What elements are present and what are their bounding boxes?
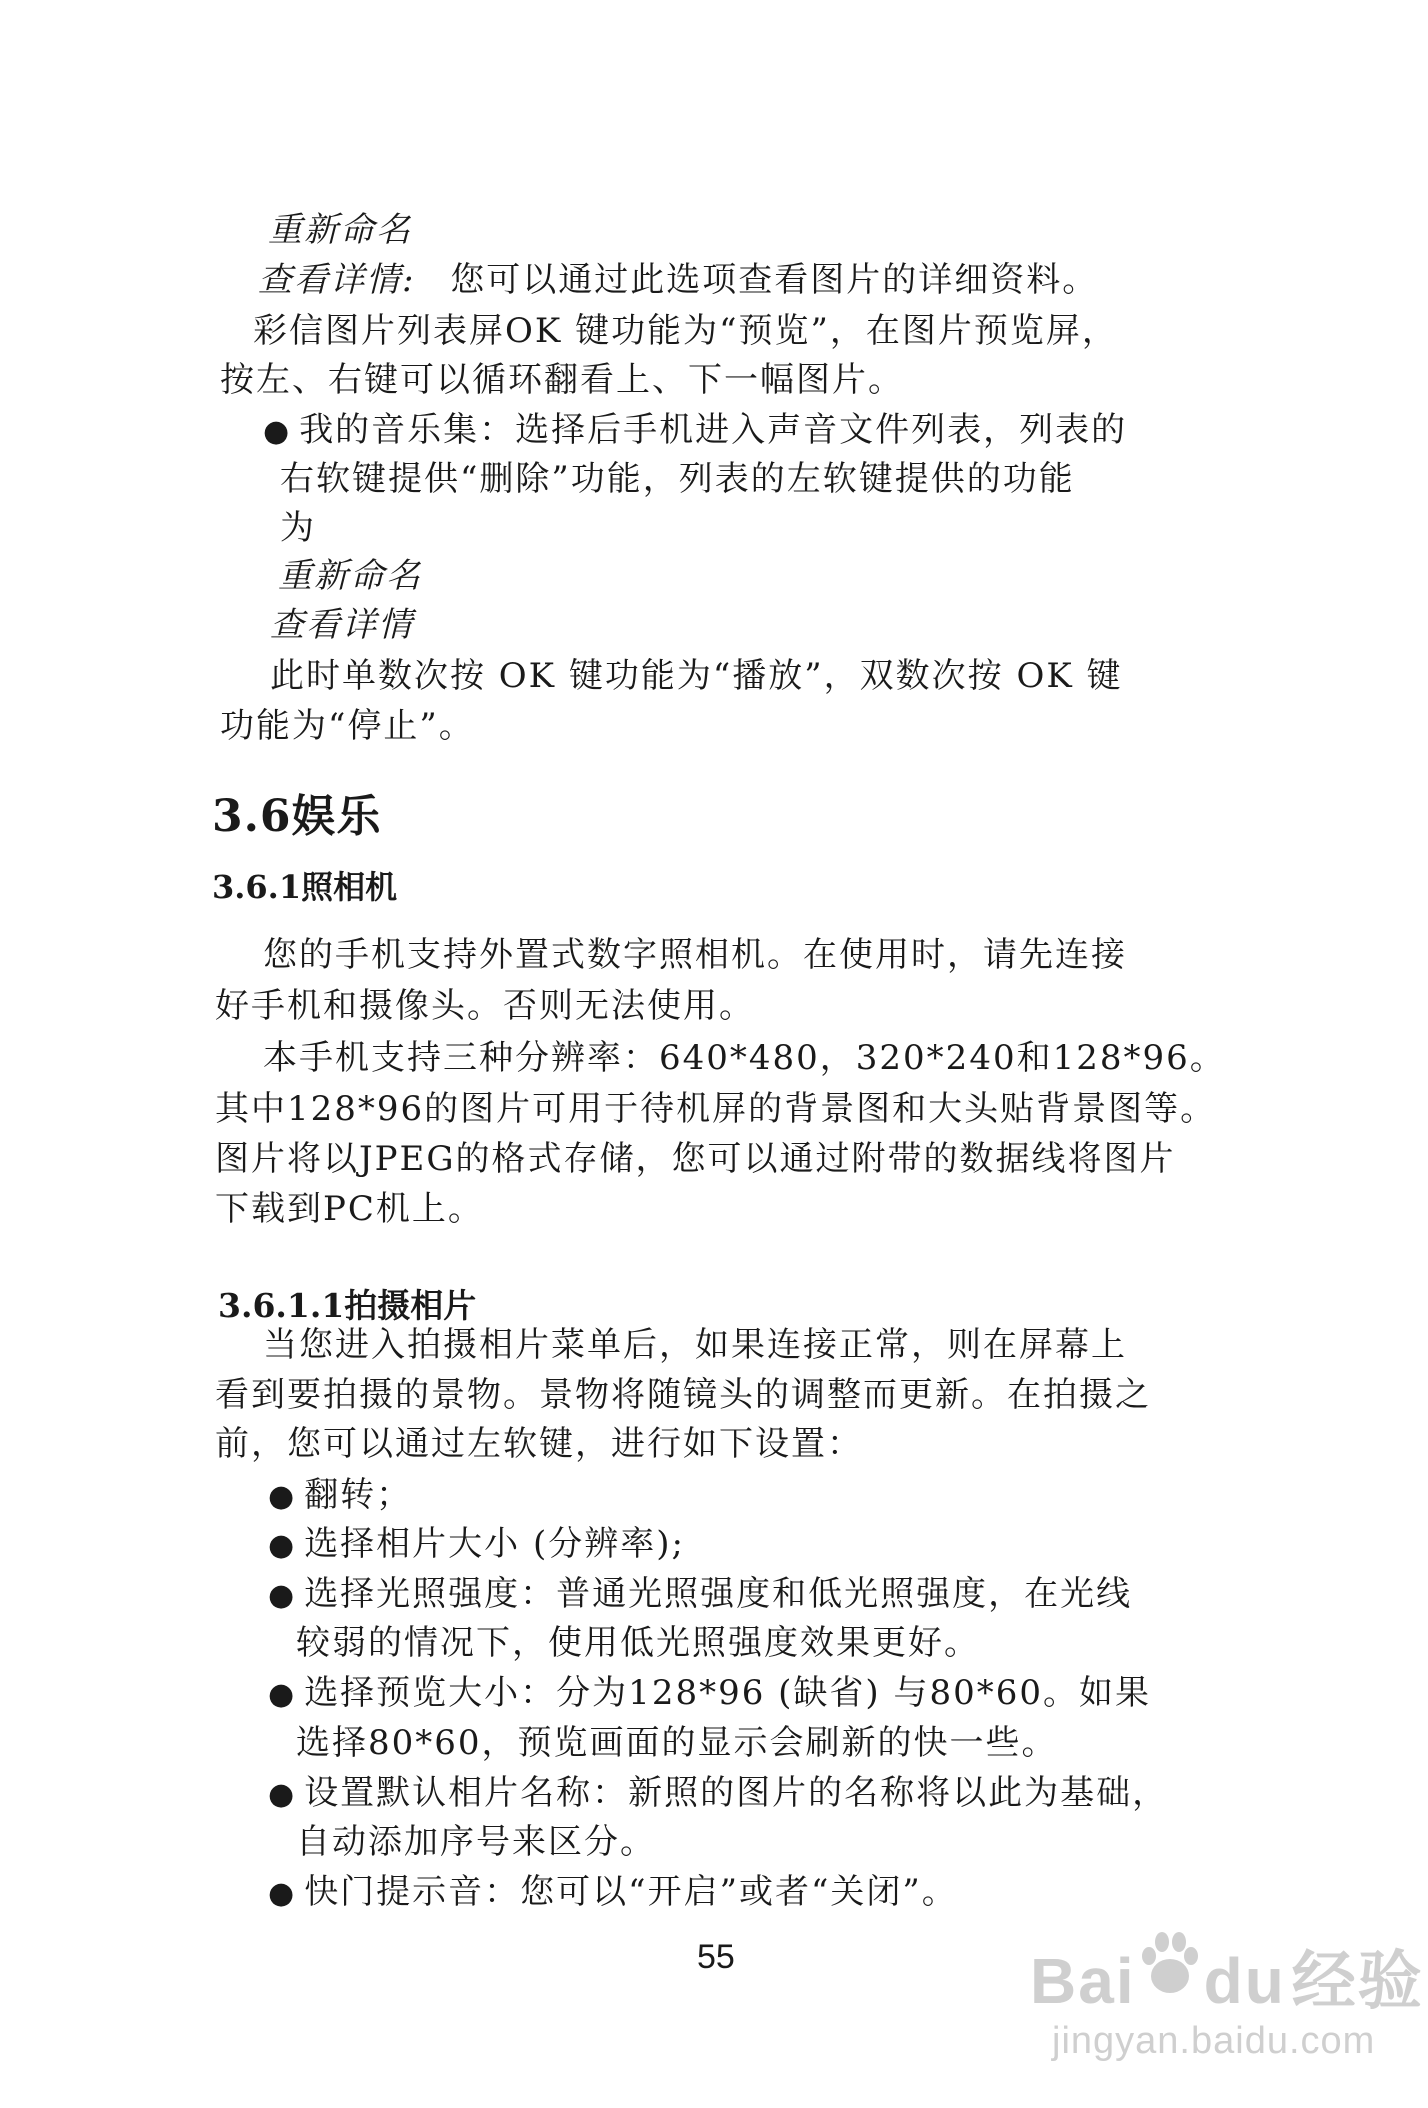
detail-option-text: 您可以通过此选项查看图片的详细资料。 — [450, 260, 1099, 300]
list-item — [268, 1472, 412, 1520]
option-light: 选择光照强度：普通光照强度和低光照强度，在光线 — [304, 1574, 1133, 1614]
camera-paragraph-1-line-2: 好手机和摄像头。否则无法使用。 — [215, 986, 755, 1026]
bullet-icon: ● — [268, 1777, 297, 1812]
bullet-icon: ● — [268, 1677, 297, 1712]
camera-paragraph-2-line-2: 其中128*96的图片可用于待机屏的背景图和大头贴背景图等。 — [215, 1089, 1217, 1129]
list-item — [268, 1670, 1151, 1718]
option-shutter: 快门提示音：您可以“开启”或者“关闭”。 — [304, 1872, 958, 1912]
music-detail-option: 查看详情 — [270, 605, 414, 645]
camera-paragraph-2-line-4: 下载到PC机上。 — [215, 1189, 484, 1229]
camera-heading: 3.6.1照相机 — [212, 868, 398, 906]
mms-paragraph-line-1: 彩信图片列表屏OK 键功能为“预览”，在图片预览屏， — [253, 311, 1118, 351]
music-line-2: 右软键提供“删除”功能，列表的左软键提供的功能 — [280, 459, 1075, 499]
music-ok-line-1: 此时单数次按 OK 键功能为“播放”，双数次按 OK 键 — [270, 656, 1123, 696]
music-bullet-text: 我的音乐集：选择后手机进入声音文件列表，列表的 — [299, 410, 1128, 450]
section-title: 3.6娱乐 — [212, 791, 382, 842]
bullet-icon: ● — [268, 1578, 297, 1613]
camera-paragraph-1-line-1: 您的手机支持外置式数字照相机。在使用时，请先连接 — [263, 935, 1127, 975]
option-preview-line-2: 选择80*60，预览画面的显示会刷新的快一些。 — [296, 1723, 1058, 1763]
photo-intro-line-2: 看到要拍摄的景物。景物将随镜头的调整而更新。在拍摄之 — [215, 1375, 1151, 1415]
bullet-icon: ● — [268, 1876, 297, 1911]
option-light-line-2: 较弱的情况下，使用低光照强度效果更好。 — [296, 1623, 980, 1663]
bullet-icon: ● — [268, 1528, 297, 1563]
option-preview: 选择预览大小：分为128*96 (缺省) 与80*60。如果 — [304, 1673, 1152, 1713]
list-item — [268, 1869, 958, 1917]
music-ok-line-2: 功能为“停止”。 — [220, 706, 475, 746]
camera-paragraph-2-line-1: 本手机支持三种分辨率：640*480，320*240和128*96。 — [263, 1038, 1226, 1078]
detail-option-line — [258, 257, 1098, 303]
music-bullet-line-1 — [263, 407, 1127, 455]
list-item — [268, 1770, 1168, 1818]
option-flip: 翻转； — [304, 1475, 413, 1515]
watermark-url: jingyan.baidu.com — [1052, 2020, 1376, 2062]
option-size: 选择相片大小 (分辨率); — [304, 1524, 685, 1564]
page-number: 55 — [697, 1938, 735, 1976]
photo-intro-line-3: 前，您可以通过左软键，进行如下设置： — [215, 1424, 863, 1464]
music-rename-option: 重新命名 — [278, 556, 422, 596]
watermark-brand-b: du — [1203, 1945, 1286, 2017]
detail-option-label: 查看详情: — [258, 260, 416, 300]
list-item — [268, 1571, 1132, 1619]
option-name-line-2: 自动添加序号来区分。 — [296, 1822, 656, 1862]
photo-intro-line-1: 当您进入拍摄相片菜单后，如果连接正常，则在屏幕上 — [263, 1325, 1127, 1365]
watermark-brand-c: 经验 — [1291, 1945, 1424, 2017]
list-item — [268, 1521, 685, 1569]
camera-paragraph-2-line-3: 图片将以JPEG的格式存储，您可以通过附带的数据线将图片 — [215, 1139, 1176, 1179]
option-name: 设置默认相片名称：新照的图片的名称将以此为基础， — [304, 1773, 1169, 1813]
watermark-brand-a: Bai — [1030, 1945, 1136, 2017]
bullet-icon: ● — [263, 414, 292, 449]
mms-paragraph-line-2: 按左、右键可以循环翻看上、下一幅图片。 — [220, 360, 904, 400]
photo-heading: 3.6.1.1拍摄相片 — [218, 1286, 477, 1325]
bullet-icon: ● — [268, 1479, 297, 1514]
watermark-paw-icon — [1140, 1930, 1200, 2011]
baidu-watermark-logo — [1030, 1930, 1424, 2022]
rename-option: 重新命名 — [268, 210, 412, 250]
music-line-3: 为 — [280, 508, 316, 548]
